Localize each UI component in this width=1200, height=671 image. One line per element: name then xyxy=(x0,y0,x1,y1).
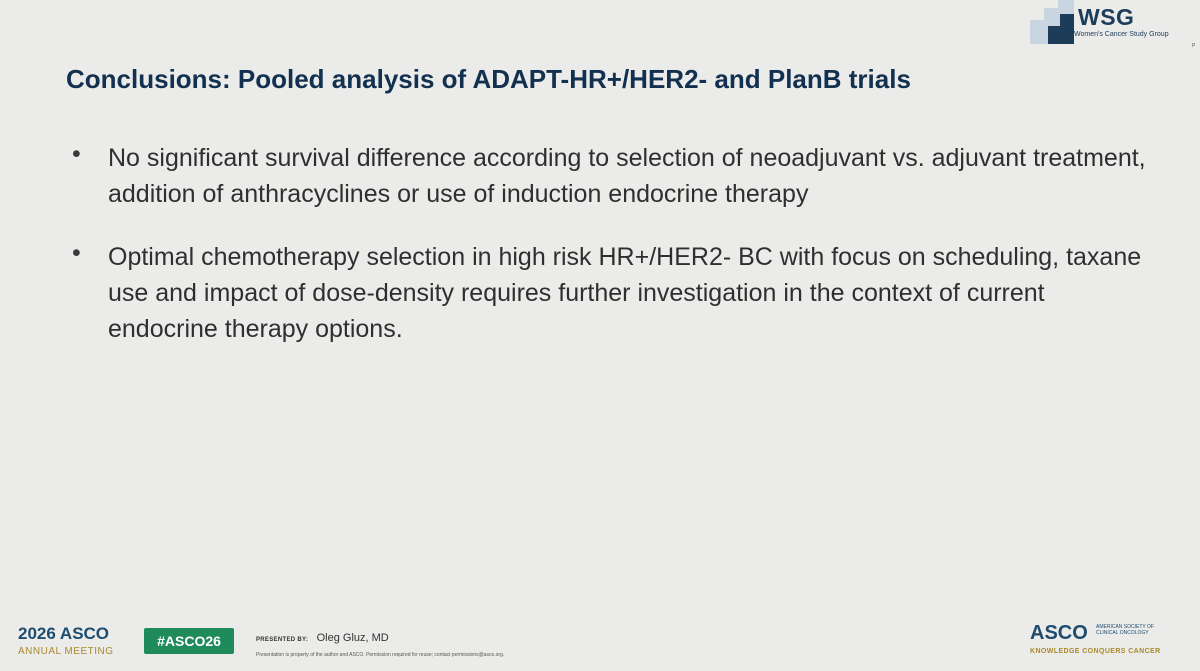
hashtag-badge: #ASCO26 xyxy=(144,628,234,654)
presenter-line xyxy=(256,628,389,646)
asco-tagline: KNOWLEDGE CONQUERS CANCER xyxy=(1030,648,1161,655)
asco-wordmark: ASCO xyxy=(1030,622,1088,644)
bullet-marker: • xyxy=(72,239,81,267)
asco-logo xyxy=(1030,622,1190,662)
wsg-logo xyxy=(1030,0,1200,49)
bullet-item xyxy=(72,140,1152,212)
meeting-subtitle: ANNUAL MEETING xyxy=(18,646,114,657)
asco-org-name: AMERICAN SOCIETY OF CLINICAL ONCOLOGY xyxy=(1096,624,1154,636)
presented-by-label: PRESENTED BY: xyxy=(256,637,309,643)
bullet-text: No significant survival difference according to selection of neoadjuvant vs. adjuvant treatment, addition of anthracyclines or use of induction endocrine therapy xyxy=(108,144,1146,208)
bullet-list xyxy=(72,140,1152,374)
bullet-text: Optimal chemotherapy selection in high risk HR+/HER2- BC with focus on scheduling, taxane use and impact of dose-density requires further investigation in the context of current endocrine therapy options. xyxy=(108,243,1142,343)
bullet-marker: • xyxy=(72,140,81,168)
annual-meeting-logo xyxy=(18,624,128,657)
wsg-logo-mark-icon xyxy=(1030,0,1074,44)
logo-marker: P xyxy=(1192,43,1196,49)
slide-title: Conclusions: Pooled analysis of ADAPT-HR+/HER2- and PlanB trials xyxy=(66,64,911,94)
footer xyxy=(0,608,1200,671)
meeting-title: 2026 ASCO xyxy=(18,624,110,643)
bullet-item xyxy=(72,239,1152,347)
disclaimer: Presentation is property of the author and ASCO. Permission required for reuse; contact permissions@asco.org. xyxy=(256,652,505,658)
wsg-logo-text: WSG xyxy=(1078,4,1135,30)
presenter-name: Oleg Gluz, MD xyxy=(316,632,389,644)
wsg-logo-subtitle: Women's Cancer Study Group xyxy=(1074,31,1169,38)
